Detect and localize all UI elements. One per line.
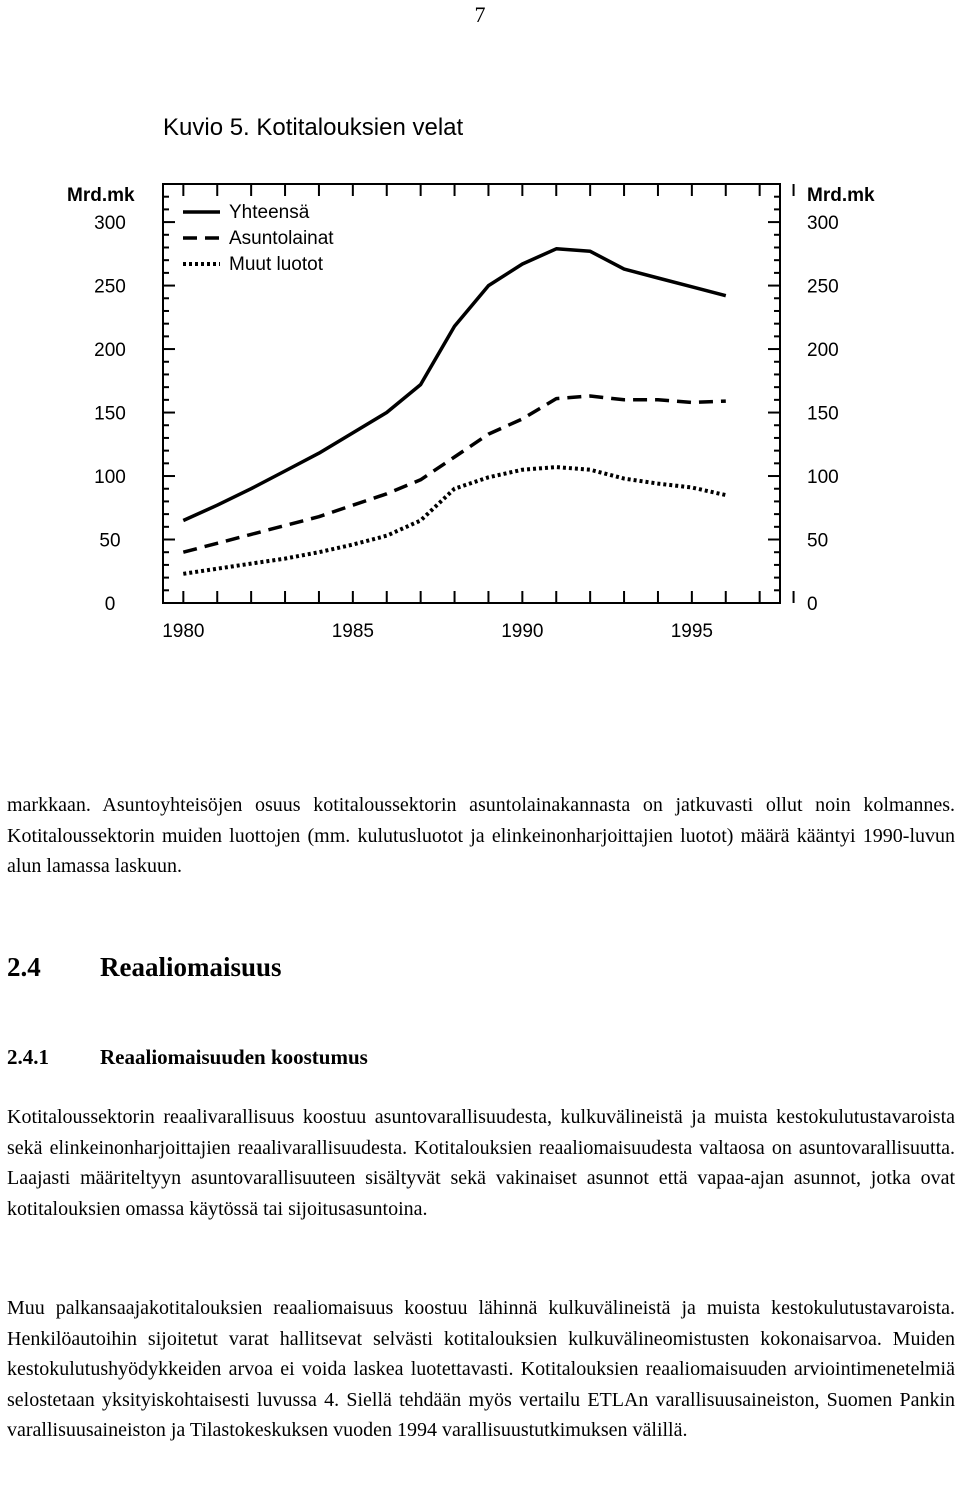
y-tick-label-right: 0 bbox=[807, 594, 818, 615]
y-axis-label-left: Mrd.mk bbox=[67, 185, 135, 206]
y-axis-label-right: Mrd.mk bbox=[807, 185, 875, 206]
y-tick-label-left: 200 bbox=[94, 340, 126, 362]
debt-line-chart bbox=[0, 170, 960, 650]
section-heading bbox=[7, 952, 282, 983]
y-tick-label-left: 50 bbox=[99, 530, 121, 552]
paragraph-intro-text: markkaan. Asuntoyhteisöjen osuus kotitaloussektorin asuntolainakannasta on jatkuvasti ollut noin kolmannes. Kotitaloussektorin muiden luottojen (mm. kulutusluotot ja elinkeinonharjoittajien luotot) määrä kääntyi 1990-luvun alun lamassa laskuun. bbox=[7, 794, 955, 877]
x-tick-label: 1995 bbox=[670, 621, 713, 642]
x-tick-label: 1985 bbox=[331, 621, 374, 642]
x-tick-label: 1980 bbox=[162, 621, 205, 642]
series-line-1 bbox=[183, 249, 726, 521]
subsection-title: Reaaliomaisuuden koostumus bbox=[100, 1045, 368, 1069]
y-tick-label-right: 150 bbox=[807, 403, 839, 425]
series-line-2 bbox=[183, 396, 726, 552]
legend-label-3: Muut luotot bbox=[229, 254, 323, 275]
y-tick-label-right: 300 bbox=[807, 213, 839, 235]
figure-title: Kuvio 5. Kotitalouksien velat bbox=[163, 114, 464, 141]
section-title: Reaaliomaisuus bbox=[100, 952, 282, 982]
subsection-heading bbox=[7, 1045, 368, 1070]
y-tick-label-left: 150 bbox=[94, 403, 126, 425]
section-number: 2.4 bbox=[7, 952, 41, 982]
subsection-number: 2.4.1 bbox=[7, 1045, 49, 1069]
y-tick-label-right: 200 bbox=[807, 340, 839, 362]
paragraph-vehicles bbox=[7, 1293, 955, 1446]
page-number: 7 bbox=[474, 2, 486, 27]
paragraph-composition bbox=[7, 1102, 955, 1224]
y-tick-label-left: 0 bbox=[104, 594, 116, 615]
y-tick-label-right: 250 bbox=[807, 276, 839, 298]
paragraph-intro bbox=[7, 790, 955, 882]
legend-label-2: Asuntolainat bbox=[229, 228, 334, 249]
y-tick-label-left: 300 bbox=[94, 213, 126, 235]
y-tick-label-left: 100 bbox=[94, 467, 126, 489]
x-tick-label: 1990 bbox=[501, 621, 544, 642]
y-tick-label-right: 100 bbox=[807, 467, 839, 489]
paragraph-composition-text: Kotitaloussektorin reaalivarallisuus koostuu asuntovarallisuudesta, kulkuvälineistä ja muista kestokulutustavaroista sekä elinkeinonharjoittajien reaalivarallisuudesta. Kotitalouksien reaaliomaisuudesta valtaosa on asuntovarallisuutta. Laajasti määriteltyyn asuntovarallisuuteen sisältyvät sekä vakinaiset asunnot että vapaa-ajan asunnot, jotka ovat kotitalouksien omassa käytössä tai sijoitusasuntoina. bbox=[7, 1106, 955, 1220]
y-tick-label-left: 250 bbox=[94, 276, 126, 298]
paragraph-vehicles-text: Muu palkansaajakotitalouksien reaaliomaisuus koostuu lähinnä kulkuvälineistä ja muista kestokulutustavaroista. Henkilöautoihin sijoitetut varat hallitsevat selvästi kotitalouksien kulkuvälineomistusten kokonaisarvoa. Muiden kestokulutushyödykkeiden arvoa ei voida laskea luotettavasti. Kotitalouksien reaaliomaisuuden arviointimenetelmiä selostetaan yksityiskohtaisesti luvussa 4. Siellä tehdään myös vertailu ETLAn varallisuusaineiston, Suomen Pankin varallisuusaineiston ja Tilastokeskuksen vuoden 1994 varallisuustutkimuksen välillä. bbox=[7, 1297, 955, 1441]
y-tick-label-right: 50 bbox=[807, 530, 829, 552]
legend-label-1: Yhteensä bbox=[229, 202, 310, 223]
